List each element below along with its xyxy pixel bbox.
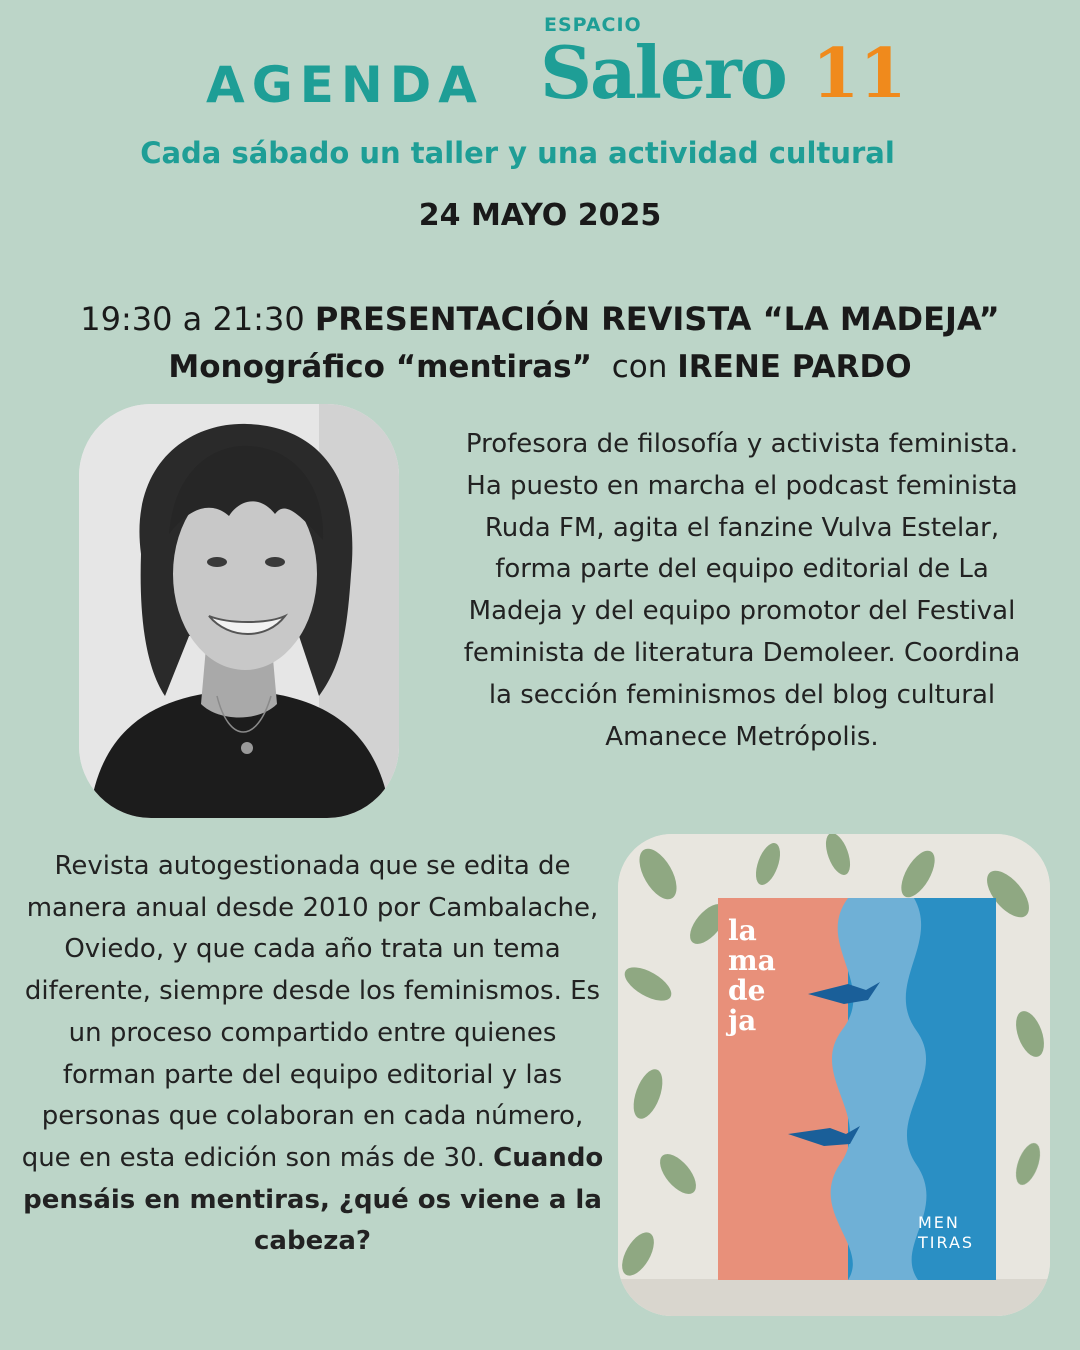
event-guest: IRENE PARDO <box>677 349 912 385</box>
magazine-logo-line: de <box>728 974 766 1007</box>
magazine-cover-word-top: MEN <box>918 1213 960 1232</box>
event-title: PRESENTACIÓN REVISTA “LA MADEJA” <box>314 300 1000 338</box>
magazine-question: Cuando pensáis en mentiras, ¿qué os viene a la cabeza? <box>23 1142 604 1257</box>
event-with: con <box>611 349 668 385</box>
event-time: 19:30 a 21:30 <box>80 300 305 338</box>
event-heading <box>0 300 1080 338</box>
event-subheading <box>0 349 1080 385</box>
brand-agenda: AGENDA <box>206 56 484 114</box>
guest-portrait-photo <box>79 404 399 818</box>
event-date: 24 MAYO 2025 <box>418 198 662 233</box>
magazine-logo-line: ja <box>728 1004 757 1037</box>
magazine-description-text: Revista autogestionada que se edita de manera anual desde 2010 por Cambalache, Oviedo, y que cada año trata un tema diferente, siempre desde los feminismos. Es un proceso compartido entre quienes forman parte del equipo editorial y las personas que colaboran en cada número, que en esta edición son más de 30. <box>21 851 601 1173</box>
magazine-logo-line: ma <box>728 944 776 977</box>
magazine-description <box>20 846 605 1263</box>
magazine-cover-photo <box>618 834 1050 1316</box>
brand-number: 11 <box>812 34 907 114</box>
brand-salero-logo: Salero <box>540 30 786 115</box>
magazine-logo-line: la <box>728 914 757 947</box>
tagline: Cada sábado un taller y una actividad cultural <box>140 136 895 170</box>
event-subtitle: Monográfico “mentiras” <box>168 349 593 385</box>
guest-bio: Profesora de filosofía y activista feminista. Ha puesto en marcha el podcast feminista Ruda FM, agita el fanzine Vulva Estelar, forma parte del equipo editorial de La Madeja y del equipo promotor del Festival feminista de literatura Demoleer. Coordina la sección feminismos del blog cultural Amanece Metrópolis. <box>463 429 1021 752</box>
brand-espacio: ESPACIO <box>544 14 642 36</box>
magazine-cover-word-bottom: TIRAS <box>918 1233 975 1252</box>
